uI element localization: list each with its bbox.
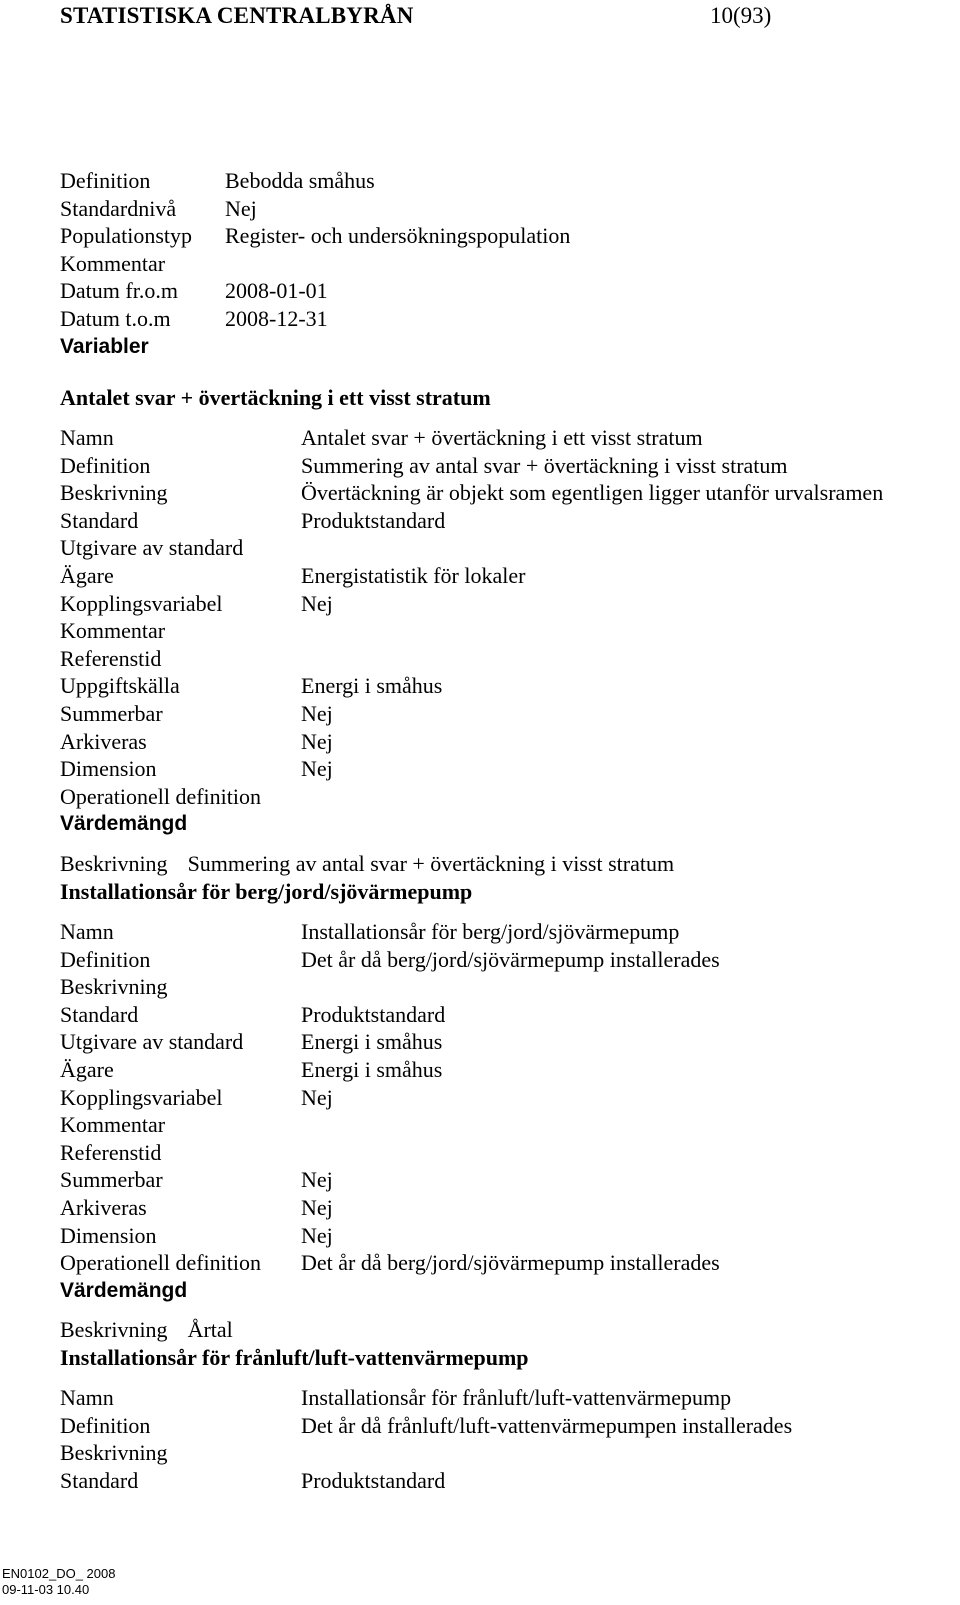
vardemangd-description-value: Årtal bbox=[187, 1317, 233, 1342]
field-value: Antalet svar + övertäckning i ett visst stratum bbox=[301, 425, 703, 450]
field-value: Nej bbox=[301, 1194, 333, 1220]
field-label: Kopplingsvariabel bbox=[60, 1084, 223, 1110]
field-row bbox=[60, 590, 940, 618]
variable-title: Installationsår för berg/jord/sjövärmepump bbox=[60, 879, 473, 904]
field-row bbox=[60, 1028, 940, 1056]
field-label: Standard bbox=[60, 507, 139, 533]
field-row bbox=[60, 728, 940, 756]
meta-label: Definition bbox=[60, 168, 151, 193]
meta-label: Kommentar bbox=[60, 250, 166, 276]
meta-label: Datum t.o.m bbox=[60, 305, 171, 331]
field-value: Produktstandard bbox=[301, 1001, 446, 1027]
meta-value: Register- och undersökningspopulation bbox=[225, 223, 571, 249]
vardemangd-description bbox=[60, 1316, 233, 1344]
print-timestamp: 09-11-03 10.40 bbox=[2, 1582, 90, 1597]
field-value: Produktstandard bbox=[301, 507, 446, 533]
field-value: Energi i småhus bbox=[301, 673, 443, 699]
meta-row bbox=[60, 195, 940, 223]
variable-title: Installationsår för frånluft/luft-vattenvärmepump bbox=[60, 1345, 529, 1370]
variable-fields bbox=[60, 1384, 940, 1494]
vardemangd-description-value: Summering av antal svar + övertäckning i visst stratum bbox=[187, 851, 675, 876]
meta-row bbox=[60, 277, 940, 305]
vardemangd-heading: Värdemängd bbox=[60, 812, 188, 836]
field-label: Kopplingsvariabel bbox=[60, 590, 223, 616]
field-label: Referenstid bbox=[60, 645, 162, 671]
page-header bbox=[60, 2, 920, 32]
field-row bbox=[60, 1111, 940, 1139]
variable-fields bbox=[60, 424, 940, 838]
field-row bbox=[60, 700, 940, 728]
page-footer bbox=[2, 1566, 115, 1598]
field-label: Operationell definition bbox=[60, 783, 261, 809]
field-label: Summerbar bbox=[60, 1167, 163, 1193]
field-row bbox=[60, 973, 940, 1001]
field-value: Nej bbox=[301, 700, 333, 726]
field-label: Arkiveras bbox=[60, 1194, 147, 1220]
field-row bbox=[60, 1056, 940, 1084]
field-row bbox=[60, 946, 940, 974]
field-row bbox=[60, 1084, 940, 1112]
field-row bbox=[60, 783, 940, 811]
field-row bbox=[60, 1166, 940, 1194]
vardemangd-row bbox=[60, 810, 940, 838]
field-value: Det år då frånluft/luft-vattenvärmepumpen installerades bbox=[301, 1412, 793, 1438]
field-value: Nej bbox=[301, 590, 333, 616]
meta-value: Nej bbox=[225, 195, 257, 221]
field-label: Beskrivning bbox=[60, 480, 168, 506]
field-value: Produktstandard bbox=[301, 1467, 446, 1493]
document-code: EN0102_DO_ 2008 bbox=[2, 1566, 116, 1581]
vardemangd-row bbox=[60, 1277, 940, 1305]
field-value: Övertäckning är objekt som egentligen ligger utanför urvalsramen bbox=[301, 480, 884, 506]
field-label: Dimension bbox=[60, 756, 157, 782]
field-row bbox=[60, 1384, 940, 1412]
field-row bbox=[60, 1467, 940, 1495]
field-row bbox=[60, 562, 940, 590]
field-row bbox=[60, 672, 940, 700]
meta-row bbox=[60, 167, 940, 195]
field-label: Operationell definition bbox=[60, 1250, 261, 1276]
field-row bbox=[60, 645, 940, 673]
variables-heading: Variabler bbox=[60, 334, 149, 358]
field-value: Installationsår för frånluft/luft-vattenvärmepump bbox=[301, 1385, 732, 1410]
meta-label: Datum fr.o.m bbox=[60, 278, 178, 304]
field-label: Ägare bbox=[60, 1056, 114, 1082]
meta-label: Standardnivå bbox=[60, 195, 177, 221]
field-row bbox=[60, 1439, 940, 1467]
field-row bbox=[60, 1412, 940, 1440]
field-row bbox=[60, 1222, 940, 1250]
field-value: Nej bbox=[301, 728, 333, 754]
field-label: Utgivare av standard bbox=[60, 1029, 244, 1055]
field-row bbox=[60, 755, 940, 783]
field-label: Dimension bbox=[60, 1222, 157, 1248]
field-label: Kommentar bbox=[60, 618, 166, 644]
field-label: Beskrivning bbox=[60, 974, 168, 1000]
variable-fields bbox=[60, 918, 940, 1304]
field-value: Summering av antal svar + övertäckning i visst stratum bbox=[301, 452, 788, 478]
field-label: Namn bbox=[60, 1385, 114, 1410]
vardemangd-description bbox=[60, 850, 674, 878]
page-number: 10(93) bbox=[710, 3, 772, 28]
field-label: Namn bbox=[60, 919, 114, 944]
field-row bbox=[60, 534, 940, 562]
field-label: Kommentar bbox=[60, 1112, 166, 1138]
field-label: Namn bbox=[60, 425, 114, 450]
field-value: Nej bbox=[301, 1167, 333, 1193]
field-value: Energi i småhus bbox=[301, 1029, 443, 1055]
field-row bbox=[60, 507, 940, 535]
meta-row bbox=[60, 250, 940, 278]
field-row bbox=[60, 424, 940, 452]
field-row bbox=[60, 918, 940, 946]
field-label: Definition bbox=[60, 452, 151, 478]
field-row bbox=[60, 617, 940, 645]
population-metadata bbox=[60, 167, 940, 360]
field-label: Utgivare av standard bbox=[60, 535, 244, 561]
field-label: Standard bbox=[60, 1001, 139, 1027]
field-value: Nej bbox=[301, 1222, 333, 1248]
field-value: Det år då berg/jord/sjövärmepump installerades bbox=[301, 1250, 720, 1276]
variable-title: Antalet svar + övertäckning i ett visst stratum bbox=[60, 385, 491, 410]
organization-name: STATISTISKA CENTRALBYRÅN bbox=[60, 3, 414, 28]
field-row bbox=[60, 479, 940, 507]
field-label: Definition bbox=[60, 946, 151, 972]
field-value: Energistatistik för lokaler bbox=[301, 562, 526, 588]
field-label: Ägare bbox=[60, 562, 114, 588]
field-label: Definition bbox=[60, 1412, 151, 1438]
vardemangd-description-label: Beskrivning bbox=[60, 851, 168, 876]
field-value: Energi i småhus bbox=[301, 1056, 443, 1082]
field-row bbox=[60, 1001, 940, 1029]
field-label: Beskrivning bbox=[60, 1440, 168, 1466]
field-row bbox=[60, 1139, 940, 1167]
field-row bbox=[60, 452, 940, 480]
field-value: Det år då berg/jord/sjövärmepump installerades bbox=[301, 946, 720, 972]
vardemangd-description-label: Beskrivning bbox=[60, 1317, 168, 1342]
meta-label: Populationstyp bbox=[60, 223, 193, 249]
meta-row bbox=[60, 222, 940, 250]
meta-value: Bebodda småhus bbox=[225, 168, 375, 193]
variables-heading-row bbox=[60, 333, 940, 361]
field-label: Standard bbox=[60, 1467, 139, 1493]
meta-value: 2008-12-31 bbox=[225, 305, 328, 331]
field-value: Installationsår för berg/jord/sjövärmepump bbox=[301, 919, 680, 944]
field-row bbox=[60, 1249, 940, 1277]
meta-row bbox=[60, 305, 940, 333]
field-label: Referenstid bbox=[60, 1139, 162, 1165]
field-row bbox=[60, 1194, 940, 1222]
field-value: Nej bbox=[301, 756, 333, 782]
field-label: Uppgiftskälla bbox=[60, 673, 180, 699]
field-value: Nej bbox=[301, 1084, 333, 1110]
vardemangd-heading: Värdemängd bbox=[60, 1278, 188, 1302]
meta-value: 2008-01-01 bbox=[225, 278, 328, 304]
field-label: Summerbar bbox=[60, 700, 163, 726]
field-label: Arkiveras bbox=[60, 728, 147, 754]
